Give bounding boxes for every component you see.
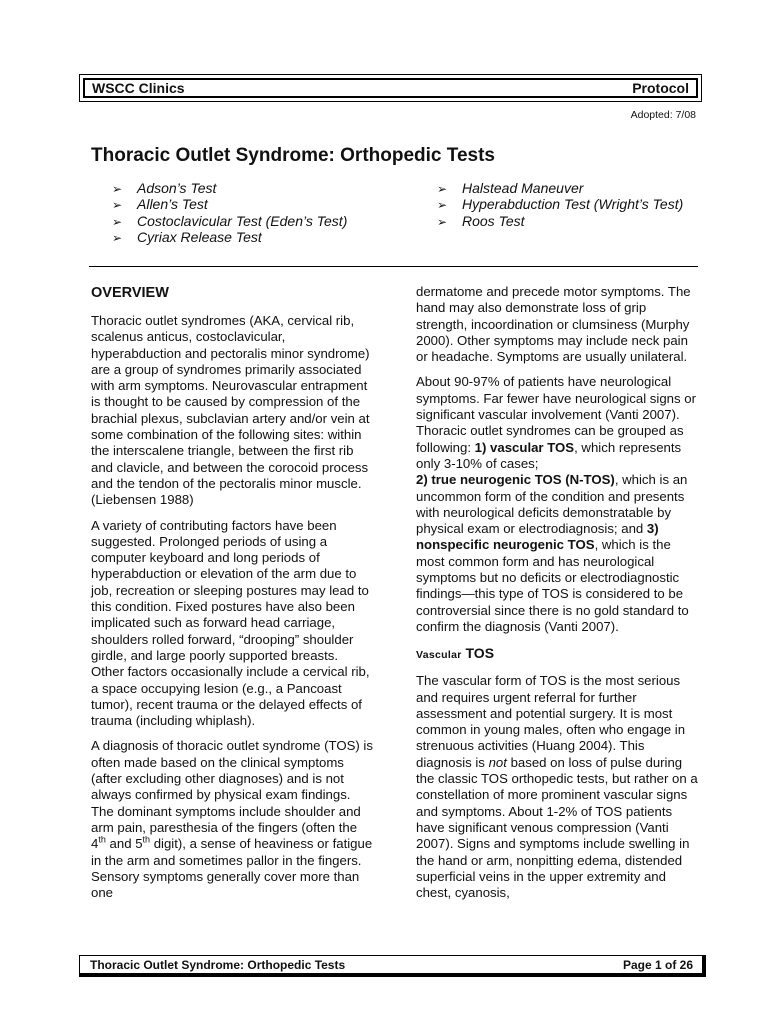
right-paragraph-3: The vascular form of TOS is the most serious and requires urgent referral for further assessment and potential surgery. It is most common in young males, often who engage in strenuous activities (Huang 2004). This diagnosis is not based on loss of pulse during the classic TOS orthopedic tests, but rather on a constellation of more prominent vascular signs and symptoms. About 1-2% of TOS patients have significant venous compression (Vanti 2007). Signs and symptoms include swelling in the hand or arm, nonpitting edema, distended superficial veins in the upper extremity and chest, cyanosis, bbox=[416, 673, 698, 901]
arrow-bullet-icon: ➢ bbox=[112, 230, 123, 245]
left-column bbox=[91, 284, 374, 910]
header-doc-type: Protocol bbox=[632, 80, 689, 96]
section-divider bbox=[89, 266, 698, 267]
footer-title: Thoracic Outlet Syndrome: Orthopedic Tests bbox=[90, 957, 346, 972]
arrow-bullet-icon: ➢ bbox=[437, 214, 448, 229]
arrow-bullet-icon: ➢ bbox=[437, 198, 448, 213]
test-item: ➢ Costoclavicular Test (Eden’s Test) bbox=[112, 212, 348, 229]
right-paragraph-2: About 90-97% of patients have neurological symptoms. Far fewer have neurological signs or significant vascular involvement (Vanti 2007). Thoracic outlet syndromes can be grouped as following: 1) vascular TOS, which represents only 3-10% of cases; 2) true neurogenic TOS (N-TOS), which is an uncommon form of the condition and presents with neurological deficits demonstratable by physical exam or electrodiagnosis; and 3) nonspecific neurogenic TOS, which is the most common form and has neurological symptoms but no deficits or electrodiagnostic findings—this type of TOS is considered to be controversial since there is no gold standard to confirm the diagnosis (Vanti 2007). bbox=[416, 374, 696, 634]
test-item: ➢ Halstead Maneuver bbox=[437, 180, 584, 196]
adopted-date: Adopted: 7/08 bbox=[630, 109, 696, 121]
overview-paragraph-1: Thoracic outlet syndromes (AKA, cervical rib, scalenus anticus, costoclavicular, hyperabduction and pectoralis minor syndrome) are a group of syndromes primarily associated with arm symptoms. Neurovascular entrapment is thought to be caused by compression of the brachial plexus, subclavian artery and/or vein at some combination of the following sites: within the interscalene triangle, between the first rib and clavicle, and between the corocoid process and the tendon of the pectoralis minor muscle. (Liebensen 1988) bbox=[91, 313, 370, 508]
test-item: ➢ Cyriax Release Test bbox=[112, 228, 262, 245]
header-inner bbox=[83, 78, 698, 98]
footer-page-number: Page 1 of 26 bbox=[622, 957, 693, 972]
arrow-bullet-icon: ➢ bbox=[112, 198, 123, 213]
right-paragraph-1: dermatome and precede motor symptoms. The hand may also demonstrate loss of grip strength, incoordination or clumsiness (Murphy 2000). Other symptoms may include neck pain or headache. Symptoms are usually unilateral. bbox=[416, 284, 691, 365]
header-org: WSCC Clinics bbox=[92, 80, 185, 96]
overview-paragraph-3: A diagnosis of thoracic outlet syndrome (TOS) is often made based on the clinical symptoms (after excluding other diagnoses) and is not always confirmed by physical exam findings. The dominant symptoms include shoulder and arm pain, paresthesia of the fingers (often the 4th and 5th digit), a sense of heaviness or fatigue in the arm and sometimes pallor in the fingers. Sensory symptoms generally cover more than one bbox=[91, 738, 373, 901]
test-item: ➢ Allen’s Test bbox=[112, 196, 208, 213]
test-item: ➢ Adson’s Test bbox=[112, 180, 217, 196]
arrow-bullet-icon: ➢ bbox=[437, 182, 448, 196]
overview-heading: OVERVIEW bbox=[91, 285, 169, 301]
overview-paragraph-2: A variety of contributing factors have been suggested. Prolonged periods of using a computer keyboard and long periods of hyperabduction or elevation of the arm due to job, recreation or sleeping postures may lead to this condition. Fixed postures have also been implicated such as forward head carriage, shoulders rolled forward, “drooping” shoulder girdle, and large poorly supported breasts. Other factors occasionally include a cervical rib, a space occupying lesion (e.g., a Pancoast tumor), recent trauma or the delayed effects of trauma (including whiplash). bbox=[91, 517, 370, 729]
test-item: ➢ Roos Test bbox=[437, 212, 525, 229]
vascular-tos-heading: Vascular TOS bbox=[416, 645, 495, 662]
tests-list-right bbox=[437, 180, 683, 229]
test-item: ➢ Hyperabduction Test (Wright’s Test) bbox=[437, 196, 684, 213]
arrow-bullet-icon: ➢ bbox=[112, 182, 123, 196]
page-title: Thoracic Outlet Syndrome: Orthopedic Tests bbox=[91, 145, 495, 166]
header-box bbox=[79, 74, 702, 102]
right-column bbox=[416, 284, 699, 910]
tests-list-left bbox=[112, 180, 347, 245]
footer-box bbox=[79, 955, 706, 977]
arrow-bullet-icon: ➢ bbox=[112, 214, 123, 229]
